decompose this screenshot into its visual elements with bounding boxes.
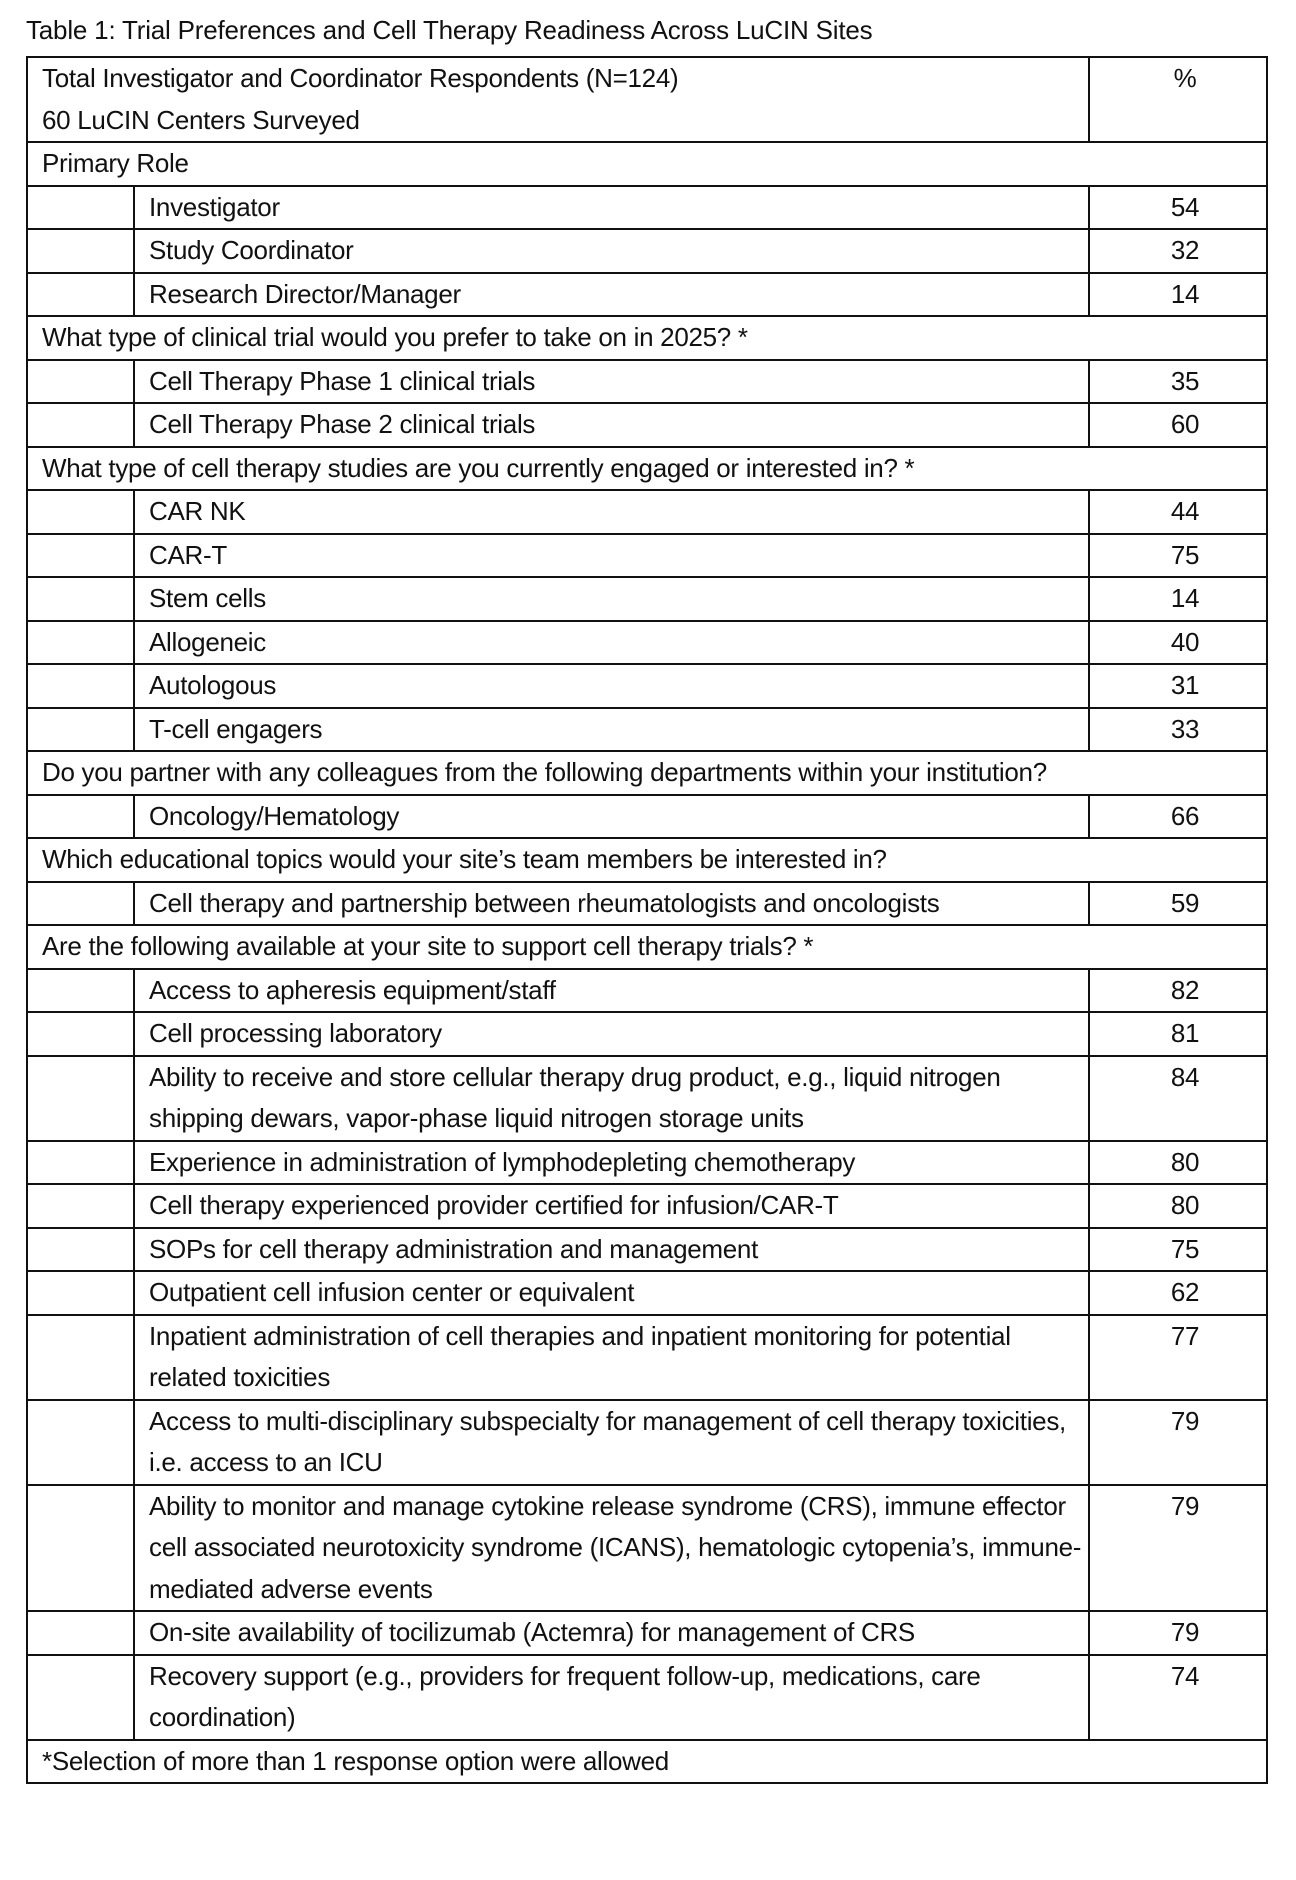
row-label: Recovery support (e.g., providers for frequent follow-up, medications, care coordination) <box>134 1655 1089 1740</box>
indent-cell <box>27 1611 134 1655</box>
indent-cell <box>27 795 134 839</box>
row-label: Research Director/Manager <box>134 273 1089 317</box>
indent-cell <box>27 664 134 708</box>
row-label: T-cell engagers <box>134 708 1089 752</box>
table-row <box>27 360 1267 404</box>
row-value: 44 <box>1089 490 1267 534</box>
table-body <box>27 57 1267 1740</box>
indent-cell <box>27 403 134 447</box>
header-percent: % <box>1089 57 1267 142</box>
indent-cell <box>27 969 134 1013</box>
row-label: SOPs for cell therapy administration and management <box>134 1228 1089 1272</box>
row-label: Ability to monitor and manage cytokine release syndrome (CRS), immune effector cell associated neurotoxicity syndrome (ICANS), hematologic cytopenia’s, immune-mediated adverse events <box>134 1485 1089 1612</box>
indent-cell <box>27 1056 134 1141</box>
table-row <box>27 1056 1267 1141</box>
table-caption: Table 1: Trial Preferences and Cell Therapy Readiness Across LuCIN Sites <box>26 15 873 45</box>
table-row <box>27 273 1267 317</box>
header-centers: 60 LuCIN Centers Surveyed <box>42 104 360 135</box>
section-question: Which educational topics would your site’s team members be interested in? <box>27 838 1267 882</box>
header-respondents: Total Investigator and Coordinator Respondents (N=124) <box>42 63 679 93</box>
indent-cell <box>27 360 134 404</box>
section-question: What type of cell therapy studies are you currently engaged or interested in? * <box>27 447 1267 491</box>
table-row <box>27 1012 1267 1056</box>
row-value: 35 <box>1089 360 1267 404</box>
row-label: Inpatient administration of cell therapies and inpatient monitoring for potential related toxicities <box>134 1315 1089 1400</box>
row-label: Outpatient cell infusion center or equivalent <box>134 1271 1089 1315</box>
indent-cell <box>27 1141 134 1185</box>
row-label: Stem cells <box>134 577 1089 621</box>
row-value: 80 <box>1089 1184 1267 1228</box>
table-row <box>27 664 1267 708</box>
indent-cell <box>27 1655 134 1740</box>
row-value: 40 <box>1089 621 1267 665</box>
indent-cell <box>27 1271 134 1315</box>
row-value: 66 <box>1089 795 1267 839</box>
section-question-row <box>27 447 1267 491</box>
row-value: 33 <box>1089 708 1267 752</box>
indent-cell <box>27 882 134 926</box>
table-row <box>27 1400 1267 1485</box>
row-value: 59 <box>1089 882 1267 926</box>
row-value: 60 <box>1089 403 1267 447</box>
table-row <box>27 577 1267 621</box>
table-row <box>27 229 1267 273</box>
table-row <box>27 186 1267 230</box>
section-question-row <box>27 925 1267 969</box>
row-label: Oncology/Hematology <box>134 795 1089 839</box>
row-value: 14 <box>1089 273 1267 317</box>
indent-cell <box>27 273 134 317</box>
table-row <box>27 1184 1267 1228</box>
row-value: 54 <box>1089 186 1267 230</box>
row-label: Study Coordinator <box>134 229 1089 273</box>
row-value: 75 <box>1089 1228 1267 1272</box>
header-label-cell <box>27 57 1089 142</box>
indent-cell <box>27 708 134 752</box>
row-value: 82 <box>1089 969 1267 1013</box>
section-question: Are the following available at your site to support cell therapy trials? * <box>27 925 1267 969</box>
row-label: On-site availability of tocilizumab (Actemra) for management of CRS <box>134 1611 1089 1655</box>
indent-cell <box>27 1485 134 1612</box>
row-value: 77 <box>1089 1315 1267 1400</box>
section-question-row <box>27 838 1267 882</box>
row-value: 14 <box>1089 577 1267 621</box>
table-row <box>27 969 1267 1013</box>
header-row <box>27 57 1267 142</box>
table-row <box>27 1271 1267 1315</box>
section-question: Do you partner with any colleagues from the following departments within your institution? <box>27 751 1267 795</box>
indent-cell <box>27 1228 134 1272</box>
row-label: Cell processing laboratory <box>134 1012 1089 1056</box>
row-value: 32 <box>1089 229 1267 273</box>
section-question-row <box>27 751 1267 795</box>
indent-cell <box>27 186 134 230</box>
row-value: 79 <box>1089 1611 1267 1655</box>
table-row <box>27 1655 1267 1740</box>
indent-cell <box>27 1400 134 1485</box>
survey-table <box>26 56 1268 1784</box>
footnote-row <box>27 1740 1267 1784</box>
table-row <box>27 1315 1267 1400</box>
row-label: Ability to receive and store cellular therapy drug product, e.g., liquid nitrogen shipping dewars, vapor-phase liquid nitrogen storage units <box>134 1056 1089 1141</box>
indent-cell <box>27 1012 134 1056</box>
table-row <box>27 1228 1267 1272</box>
row-label: Investigator <box>134 186 1089 230</box>
indent-cell <box>27 534 134 578</box>
row-label: Cell therapy and partnership between rheumatologists and oncologists <box>134 882 1089 926</box>
row-value: 79 <box>1089 1400 1267 1485</box>
indent-cell <box>27 229 134 273</box>
table-row <box>27 795 1267 839</box>
row-value: 62 <box>1089 1271 1267 1315</box>
section-question: Primary Role <box>27 142 1267 186</box>
row-value: 81 <box>1089 1012 1267 1056</box>
section-question: What type of clinical trial would you prefer to take on in 2025? * <box>27 316 1267 360</box>
row-label: Access to apheresis equipment/staff <box>134 969 1089 1013</box>
row-value: 75 <box>1089 534 1267 578</box>
table-row <box>27 882 1267 926</box>
row-value: 80 <box>1089 1141 1267 1185</box>
row-label: Autologous <box>134 664 1089 708</box>
row-value: 74 <box>1089 1655 1267 1740</box>
row-label: CAR-T <box>134 534 1089 578</box>
indent-cell <box>27 490 134 534</box>
table-row <box>27 621 1267 665</box>
row-label: CAR NK <box>134 490 1089 534</box>
row-label: Experience in administration of lymphodepleting chemotherapy <box>134 1141 1089 1185</box>
table-row <box>27 534 1267 578</box>
table-row <box>27 1485 1267 1612</box>
table-row <box>27 1611 1267 1655</box>
footnote: *Selection of more than 1 response option were allowed <box>27 1740 1267 1784</box>
row-label: Allogeneic <box>134 621 1089 665</box>
row-label: Cell Therapy Phase 1 clinical trials <box>134 360 1089 404</box>
table-row <box>27 1141 1267 1185</box>
row-label: Cell therapy experienced provider certified for infusion/CAR-T <box>134 1184 1089 1228</box>
row-value: 84 <box>1089 1056 1267 1141</box>
indent-cell <box>27 1315 134 1400</box>
row-value: 79 <box>1089 1485 1267 1612</box>
table-row <box>27 490 1267 534</box>
section-question-row <box>27 316 1267 360</box>
table-row <box>27 403 1267 447</box>
indent-cell <box>27 577 134 621</box>
row-label: Access to multi-disciplinary subspecialty for management of cell therapy toxicities, i.e. access to an ICU <box>134 1400 1089 1485</box>
table-row <box>27 708 1267 752</box>
section-question-row <box>27 142 1267 186</box>
indent-cell <box>27 621 134 665</box>
row-value: 31 <box>1089 664 1267 708</box>
row-label: Cell Therapy Phase 2 clinical trials <box>134 403 1089 447</box>
indent-cell <box>27 1184 134 1228</box>
